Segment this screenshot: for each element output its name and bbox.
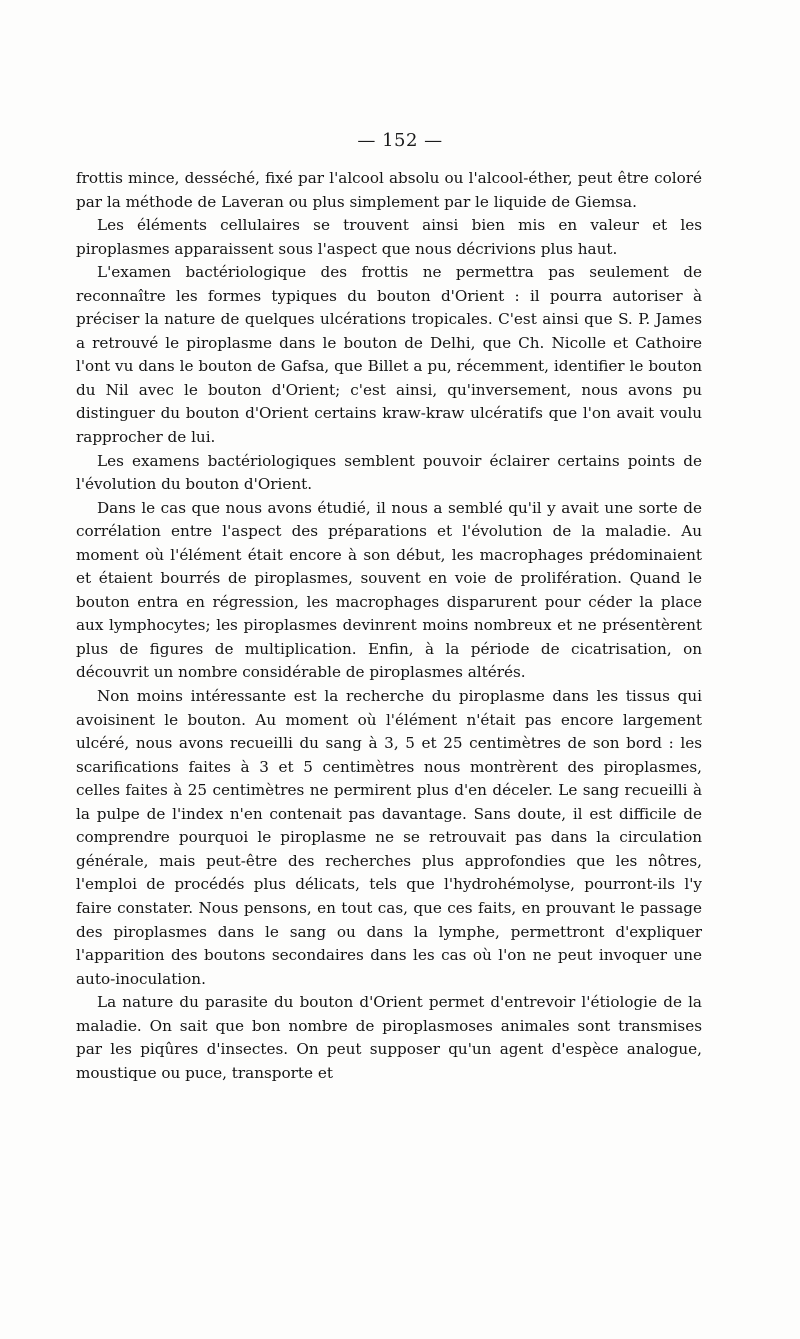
paragraph: L'examen bactériologique des frottis ne permettra pas seulement de reconnaître les formes typiques du bouton d'Orient : il pourra autoriser à préciser la nature de quelques ulcérations tropicales. C'est ainsi que S. P. James a retrouvé le piroplasme dans le bouton de Delhi, que Ch. Nicolle et Cathoire l'ont vu dans le bouton de Gafsa, que Billet a pu, récemment, identifier le bouton du Nil avec le bouton d'Orient; c'est ainsi, qu'inversement, nous avons pu distinguer du bouton d'Orient certains kraw-kraw ulcératifs que l'on avait voulu rapprocher de lui. bbox=[76, 263, 702, 447]
paragraph: Les examens bactériologiques semblent pouvoir éclairer certains points de l'évolution du bouton d'Orient. bbox=[76, 451, 702, 494]
paragraph: Non moins intéressante est la recherche du piroplasme dans les tissus qui avoisinent le bouton. Au moment où l'élément n'était pas encore largement ulcéré, nous avons recueilli du sang à 3, 5 et 25 centimètres de son bord : les scarifications faites à 3 et 5 centimètres nous montrèrent des piroplasmes, celles faites à 25 centimètres ne permirent plus d'en déceler. Le sang recueilli à la pulpe de l'index n'en contenait pas davantage. Sans doute, il est difficile de comprendre pourquoi le piroplasme ne se retrouvait pas dans la circulation générale, mais peut-être des recherches plus approfondies que les nôtres, l'emploi de procédés plus délicats, tels que l'hydrohémolyse, pourront-ils l'y faire constater. Nous pensons, en tout cas, que ces faits, en prouvant le passage des piroplasmes dans le sang ou dans la lymphe, permettront d'expliquer l'apparition des boutons secondaires dans les cas où l'on ne peut invoquer une auto-inoculation. bbox=[76, 687, 702, 988]
page-number: — 152 — bbox=[357, 130, 443, 151]
paragraph: Dans le cas que nous avons étudié, il nous a semblé qu'il y avait une sorte de corrélation entre l'aspect des préparations et l'évolution de la maladie. Au moment où l'élément était encore à son début, les macrophages prédominaient et étaient bourrés de piroplasmes, souvent en voie de prolifération. Quand le bouton entra en régression, les macrophages disparurent pour céder la place aux lymphocytes; les piroplasmes devinrent moins nombreux et ne présentèrent plus de figures de multiplication. Enfin, à la période de cicatrisation, on découvrit un nombre considérable de piroplasmes altérés. bbox=[76, 498, 702, 682]
body-text bbox=[76, 167, 702, 1085]
paragraph-continuation: frottis mince, desséché, fixé par l'alcool absolu ou l'alcool-éther, peut être coloré par la méthode de Laveran ou plus simplement par le liquide de Giemsa. bbox=[76, 169, 702, 211]
paragraph: Les éléments cellulaires se trouvent ainsi bien mis en valeur et les piroplasmes apparaissent sous l'aspect que nous décrivions plus haut. bbox=[76, 216, 702, 258]
paragraph: La nature du parasite du bouton d'Orient permet d'entrevoir l'étiologie de la maladie. On sait que bon nombre de piroplasmoses animales sont transmises par les piqûres d'insectes. On peut supposer qu'un agent d'espèce analogue, moustique ou puce, transporte et bbox=[76, 993, 702, 1082]
